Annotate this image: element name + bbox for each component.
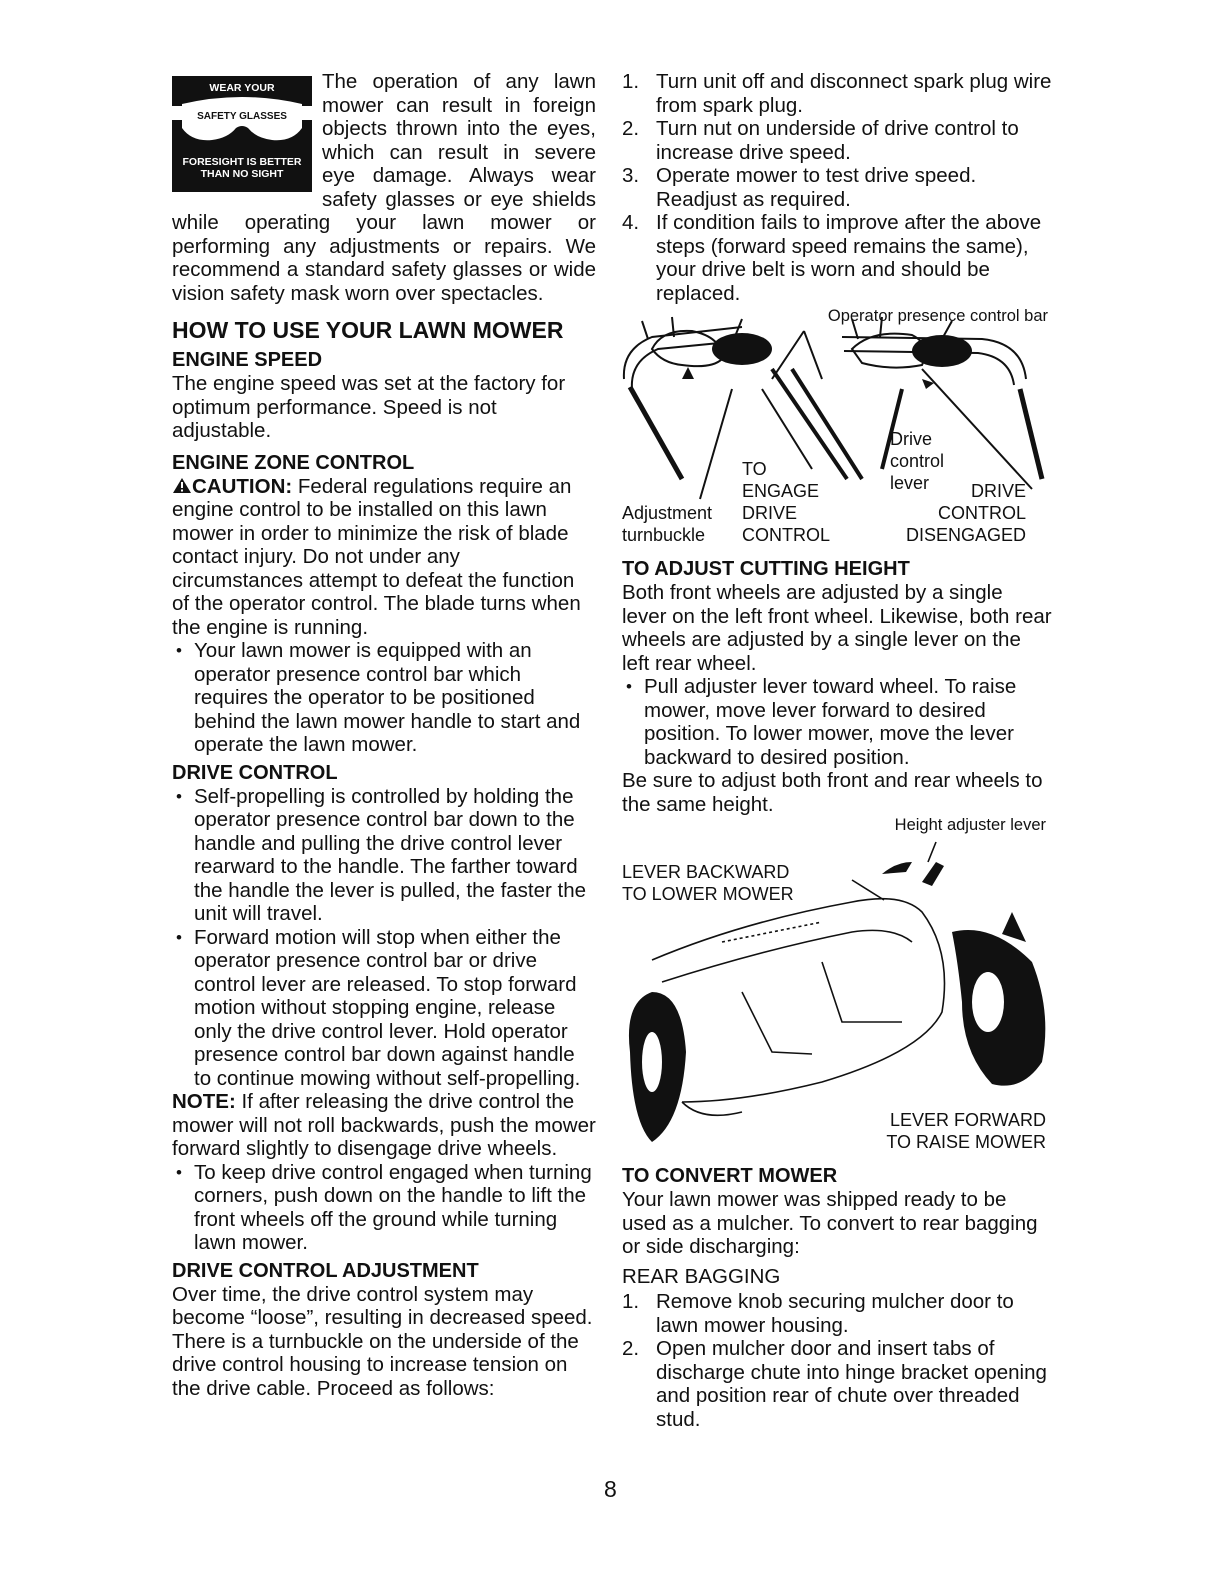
note-paragraph <box>172 1090 596 1161</box>
page-number: 8 <box>604 1476 617 1502</box>
convert-step-2 <box>622 1337 1052 1431</box>
convert-heading: TO CONVERT MOWER <box>622 1165 838 1187</box>
control-label: CONTROL <box>742 525 831 545</box>
to-label: TO <box>742 459 767 479</box>
drive-control-bullet-3: • To keep drive control engaged when turning corners, push down on the handle to lift the front wheels off the ground while turning lawn mower. <box>172 1161 596 1255</box>
right-column <box>622 70 1052 1431</box>
step-number: 3. <box>622 164 640 187</box>
drive-control-heading: DRIVE CONTROL <box>172 761 338 784</box>
badge-line-2: SAFETY GLASSES <box>197 111 287 122</box>
section-title: HOW TO USE YOUR LAWN MOWER <box>172 317 564 343</box>
adjustment-label: Adjustment <box>622 503 713 523</box>
safety-glasses-badge <box>172 76 312 192</box>
drive-control-figure <box>622 309 1052 549</box>
note-label: NOTE: <box>172 1090 236 1113</box>
cutting-height-text-2: Be sure to adjust both front and rear wheels to the same height. <box>622 769 1043 816</box>
step-number: 4. <box>622 211 640 234</box>
drive-lever-label-1: Drive <box>890 429 933 449</box>
cutting-height-text: Both front wheels are adjusted by a single lever on the left front wheel. Likewise, both rear wheels are adjusted by a single lever on the left rear wheel. <box>622 581 1052 675</box>
drive-control-bullet-2: • Forward motion will stop when either the operator presence control bar or drive control lever are released. To stop forward motion without stopping engine, release only the drive control lever. Hold operator presence control bar down against handle to continue mowing without self-propelling. <box>172 926 596 1091</box>
lever-backward-label-2: TO LOWER MOWER <box>622 884 794 904</box>
height-adjuster-figure <box>622 816 1052 1162</box>
engine-speed-heading: ENGINE SPEED <box>172 349 323 371</box>
adjust-step-3 <box>622 164 1052 211</box>
adjust-step-2 <box>622 117 1052 164</box>
engine-speed-text: The engine speed was set at the factory for optimum performance. Speed is not adjustable. <box>172 372 566 442</box>
step-number: 1. <box>622 70 640 93</box>
step-text: Operate mower to test drive speed. Readjust as required. <box>656 164 977 211</box>
intro-paragraph: The operation of any lawn mower can result in foreign objects thrown into the eyes, which can result in severe eye damage. Always wear safety glasses or eye shields while operating your lawn mower or performing any adjustments or repairs. We recommend a standard safety glasses or wide vision safety mask worn over spectacles. <box>172 70 596 305</box>
height-adjuster-label: Height adjuster lever <box>894 816 1046 834</box>
step-text: Open mulcher door and insert tabs of discharge chute into hinge bracket opening and position rear of chute over threaded stud. <box>656 1337 1047 1431</box>
step-number: 2. <box>622 1337 640 1360</box>
drive2-label: DRIVE <box>970 481 1026 501</box>
badge-line-3: FORESIGHT IS BETTER <box>182 156 302 168</box>
convert-text: Your lawn mower was shipped ready to be used as a mulcher. To convert to rear bagging or side discharging: <box>622 1188 1038 1258</box>
step-text: If condition fails to improve after the above steps (forward speed remains the same), your drive belt is worn and should be replaced. <box>656 211 1042 305</box>
drive-lever-label-2: control <box>890 451 945 471</box>
caution-label: CAUTION: <box>192 474 293 498</box>
drive-control-bullet-1: • Self-propelling is controlled by holding the operator presence control bar down to the handle and pulling the drive control lever rearward to the handle. The farther toward the handle the lever is pulled, the faster the unit will travel. <box>172 785 596 926</box>
engage-label: ENGAGE <box>742 481 820 501</box>
drive-adjust-text: Over time, the drive control system may become “loose”, resulting in decreased speed. There is a turnbuckle on the underside of the drive control housing to increase tension on the drive cable. Proceed as follows: <box>172 1282 593 1400</box>
drive-lever-label-3: lever <box>890 473 930 493</box>
drive-adjust-heading: DRIVE CONTROL ADJUSTMENT <box>172 1259 479 1282</box>
step-text: Turn nut on underside of drive control to increase drive speed. <box>656 117 1019 164</box>
convert-step-1 <box>622 1290 1052 1337</box>
left-column <box>172 70 596 1400</box>
step-number: 2. <box>622 117 640 140</box>
step-text: Remove knob securing mulcher door to lawn mower housing. <box>656 1290 1014 1337</box>
drive-label: DRIVE <box>742 503 798 523</box>
lever-forward-label-2: TO RAISE MOWER <box>886 1132 1046 1152</box>
engine-zone-heading: ENGINE ZONE CONTROL <box>172 451 415 474</box>
badge-line-1: WEAR YOUR <box>209 82 275 94</box>
cutting-height-bullet-1: • Pull adjuster lever toward wheel. To raise mower, move lever forward to desired position. To lower mower, move the lever backward to desired position. <box>622 675 1052 769</box>
caution-paragraph <box>172 475 596 640</box>
engine-zone-bullet-1: • Your lawn mower is equipped with an operator presence control bar which requires the operator to be positioned behind the lawn mower handle to start and operate the lawn mower. <box>172 639 596 757</box>
cutting-height-heading: TO ADJUST CUTTING HEIGHT <box>622 558 910 580</box>
step-text: Turn unit off and disconnect spark plug wire from spark plug. <box>656 70 1052 117</box>
lever-forward-label-1: LEVER FORWARD <box>889 1110 1046 1130</box>
warning-triangle-icon <box>172 477 192 494</box>
adjust-step-4 <box>622 211 1052 305</box>
caution-text: Federal regulations require an engine control to be installed on this lawn mower in order to minimize the risk of blade contact injury. Do not under any circumstances attempt to defeat the function of the operator control. The blade turns when the engine is running. <box>172 474 581 639</box>
lever-backward-label-1: LEVER BACKWARD <box>622 862 790 882</box>
adjust-step-1 <box>622 70 1052 117</box>
control2-label: CONTROL <box>937 503 1026 523</box>
step-number: 1. <box>622 1290 640 1313</box>
turnbuckle-label: turnbuckle <box>622 525 706 545</box>
disengaged-label: DISENGAGED <box>905 525 1026 545</box>
rear-bagging-subheading: REAR BAGGING <box>622 1264 781 1288</box>
operator-bar-label: Operator presence control bar <box>827 307 1048 325</box>
badge-line-4: THAN NO SIGHT <box>200 168 284 180</box>
note-text: If after releasing the drive control the mower will not roll backwards, push the mower forward slightly to disengage drive wheels. <box>172 1090 596 1160</box>
